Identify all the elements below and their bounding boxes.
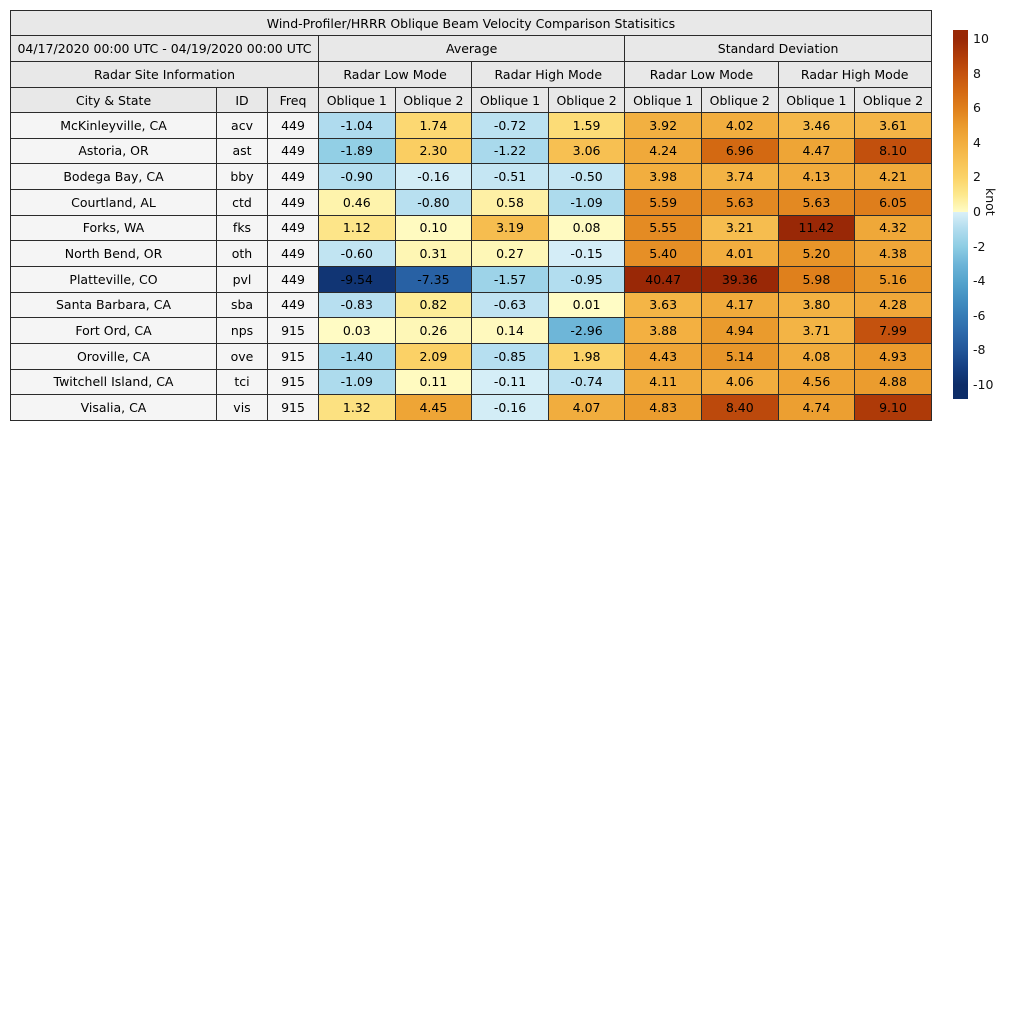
value-cell: -0.95: [548, 266, 625, 292]
group-std-header: Standard Deviation: [625, 36, 931, 62]
colorbar: [953, 30, 1023, 399]
value-cell: 2.30: [395, 138, 472, 164]
table-row: [11, 266, 932, 292]
value-cell: -0.90: [319, 164, 396, 190]
colorbar-tick-label: 8: [973, 65, 981, 81]
value-cell: 4.45: [395, 395, 472, 421]
value-cell: 6.05: [855, 189, 932, 215]
value-cell: 39.36: [701, 266, 778, 292]
value-cell: 4.08: [778, 343, 855, 369]
city-cell: Forks, WA: [11, 215, 217, 241]
value-cell: -0.63: [472, 292, 549, 318]
mode-header-low-avg: Radar Low Mode: [319, 62, 472, 88]
table-row: [11, 215, 932, 241]
city-cell: Astoria, OR: [11, 138, 217, 164]
city-cell: Twitchell Island, CA: [11, 369, 217, 395]
value-cell: -0.16: [395, 164, 472, 190]
value-cell: 5.63: [778, 189, 855, 215]
value-cell: 3.19: [472, 215, 549, 241]
table-row: [11, 395, 932, 421]
value-cell: 3.71: [778, 318, 855, 344]
colorbar-gradient: [953, 30, 968, 399]
freq-cell: 449: [268, 113, 319, 139]
value-cell: 1.12: [319, 215, 396, 241]
value-cell: 1.32: [319, 395, 396, 421]
value-cell: -1.09: [319, 369, 396, 395]
value-cell: -0.50: [548, 164, 625, 190]
value-cell: 6.96: [701, 138, 778, 164]
value-cell: 0.82: [395, 292, 472, 318]
value-cell: -0.15: [548, 241, 625, 267]
column-header-oblique: Oblique 1: [778, 88, 855, 113]
colorbar-tick-label: -2: [973, 238, 986, 254]
value-cell: 3.63: [625, 292, 702, 318]
colorbar-tick-label: -8: [973, 342, 986, 358]
colorbar-tick-label: -6: [973, 307, 986, 323]
value-cell: 8.10: [855, 138, 932, 164]
value-cell: 4.38: [855, 241, 932, 267]
column-header-oblique: Oblique 1: [625, 88, 702, 113]
value-cell: 0.10: [395, 215, 472, 241]
value-cell: 0.26: [395, 318, 472, 344]
site-id-cell: bby: [217, 164, 268, 190]
site-id-cell: oth: [217, 241, 268, 267]
colorbar-tick-label: 6: [973, 100, 981, 116]
value-cell: 40.47: [625, 266, 702, 292]
value-cell: 0.11: [395, 369, 472, 395]
value-cell: 4.83: [625, 395, 702, 421]
value-cell: -2.96: [548, 318, 625, 344]
value-cell: 4.21: [855, 164, 932, 190]
value-cell: -1.04: [319, 113, 396, 139]
value-cell: 3.21: [701, 215, 778, 241]
site-id-cell: acv: [217, 113, 268, 139]
value-cell: -1.09: [548, 189, 625, 215]
value-cell: 8.40: [701, 395, 778, 421]
value-cell: -0.85: [472, 343, 549, 369]
city-cell: Courtland, AL: [11, 189, 217, 215]
site-id-cell: ove: [217, 343, 268, 369]
city-cell: Santa Barbara, CA: [11, 292, 217, 318]
value-cell: 4.24: [625, 138, 702, 164]
title-row: [11, 11, 932, 36]
value-cell: 5.98: [778, 266, 855, 292]
value-cell: 2.09: [395, 343, 472, 369]
column-header-oblique: Oblique 2: [395, 88, 472, 113]
freq-cell: 449: [268, 189, 319, 215]
city-cell: Visalia, CA: [11, 395, 217, 421]
value-cell: 4.56: [778, 369, 855, 395]
freq-cell: 449: [268, 292, 319, 318]
value-cell: 4.06: [701, 369, 778, 395]
value-cell: -0.83: [319, 292, 396, 318]
value-cell: 4.74: [778, 395, 855, 421]
column-header-city: City & State: [11, 88, 217, 113]
statistics-table: [10, 10, 932, 421]
city-cell: North Bend, OR: [11, 241, 217, 267]
value-cell: 0.58: [472, 189, 549, 215]
value-cell: -0.11: [472, 369, 549, 395]
site-id-cell: ctd: [217, 189, 268, 215]
table-row: [11, 164, 932, 190]
group-average-header: Average: [319, 36, 625, 62]
value-cell: 3.80: [778, 292, 855, 318]
freq-cell: 449: [268, 266, 319, 292]
colorbar-tick-label: 2: [973, 169, 981, 185]
freq-cell: 449: [268, 241, 319, 267]
value-cell: -1.57: [472, 266, 549, 292]
mode-header-high-std: Radar High Mode: [778, 62, 931, 88]
value-cell: 4.13: [778, 164, 855, 190]
value-cell: -0.51: [472, 164, 549, 190]
value-cell: 5.59: [625, 189, 702, 215]
value-cell: 0.08: [548, 215, 625, 241]
value-cell: 0.03: [319, 318, 396, 344]
value-cell: 4.93: [855, 343, 932, 369]
value-cell: 1.59: [548, 113, 625, 139]
colorbar-tick-label: 0: [973, 204, 981, 219]
value-cell: 5.40: [625, 241, 702, 267]
table-row: [11, 241, 932, 267]
colorbar-tick-label: -10: [973, 377, 994, 392]
city-cell: Platteville, CO: [11, 266, 217, 292]
table-row: [11, 292, 932, 318]
column-header-row: [11, 88, 932, 113]
freq-cell: 915: [268, 395, 319, 421]
value-cell: 4.43: [625, 343, 702, 369]
value-cell: 5.16: [855, 266, 932, 292]
value-cell: 4.94: [701, 318, 778, 344]
value-cell: 4.17: [701, 292, 778, 318]
table-row: [11, 113, 932, 139]
site-id-cell: tci: [217, 369, 268, 395]
value-cell: 4.02: [701, 113, 778, 139]
value-cell: 3.74: [701, 164, 778, 190]
column-header-oblique: Oblique 2: [548, 88, 625, 113]
value-cell: 9.10: [855, 395, 932, 421]
mode-header-low-std: Radar Low Mode: [625, 62, 778, 88]
value-cell: 3.98: [625, 164, 702, 190]
value-cell: 1.98: [548, 343, 625, 369]
column-header-freq: Freq: [268, 88, 319, 113]
value-cell: 4.01: [701, 241, 778, 267]
value-cell: -1.89: [319, 138, 396, 164]
freq-cell: 915: [268, 318, 319, 344]
site-info-header: Radar Site Information: [11, 62, 319, 88]
value-cell: -0.16: [472, 395, 549, 421]
value-cell: 0.31: [395, 241, 472, 267]
value-cell: 0.01: [548, 292, 625, 318]
column-header-id: ID: [217, 88, 268, 113]
column-header-oblique: Oblique 2: [855, 88, 932, 113]
mode-header-row: [11, 62, 932, 88]
mode-header-high-avg: Radar High Mode: [472, 62, 625, 88]
table-row: [11, 343, 932, 369]
value-cell: 1.74: [395, 113, 472, 139]
site-id-cell: vis: [217, 395, 268, 421]
site-id-cell: pvl: [217, 266, 268, 292]
value-cell: 11.42: [778, 215, 855, 241]
freq-cell: 449: [268, 138, 319, 164]
table-row: [11, 138, 932, 164]
colorbar-tick-label: -4: [973, 273, 986, 289]
freq-cell: 449: [268, 164, 319, 190]
value-cell: -1.40: [319, 343, 396, 369]
value-cell: -0.72: [472, 113, 549, 139]
site-id-cell: nps: [217, 318, 268, 344]
site-id-cell: ast: [217, 138, 268, 164]
value-cell: 0.14: [472, 318, 549, 344]
value-cell: 4.88: [855, 369, 932, 395]
freq-cell: 915: [268, 343, 319, 369]
site-id-cell: sba: [217, 292, 268, 318]
value-cell: 4.07: [548, 395, 625, 421]
table-row: [11, 318, 932, 344]
value-cell: 5.63: [701, 189, 778, 215]
date-range-cell: 04/17/2020 00:00 UTC - 04/19/2020 00:00 UTC: [11, 36, 319, 62]
value-cell: 4.47: [778, 138, 855, 164]
value-cell: 4.32: [855, 215, 932, 241]
value-cell: 4.28: [855, 292, 932, 318]
table-row: [11, 189, 932, 215]
value-cell: 5.55: [625, 215, 702, 241]
group-header-row: [11, 36, 932, 62]
column-header-oblique: Oblique 2: [701, 88, 778, 113]
city-cell: Bodega Bay, CA: [11, 164, 217, 190]
city-cell: Oroville, CA: [11, 343, 217, 369]
site-id-cell: fks: [217, 215, 268, 241]
value-cell: 3.61: [855, 113, 932, 139]
freq-cell: 915: [268, 369, 319, 395]
city-cell: Fort Ord, CA: [11, 318, 217, 344]
colorbar-unit-label: knot: [983, 188, 998, 216]
value-cell: 0.27: [472, 241, 549, 267]
value-cell: 3.92: [625, 113, 702, 139]
value-cell: -0.74: [548, 369, 625, 395]
value-cell: 3.88: [625, 318, 702, 344]
value-cell: 0.46: [319, 189, 396, 215]
value-cell: -1.22: [472, 138, 549, 164]
value-cell: 7.99: [855, 318, 932, 344]
value-cell: -7.35: [395, 266, 472, 292]
value-cell: 4.11: [625, 369, 702, 395]
colorbar-tick-label: 10: [973, 31, 989, 46]
city-cell: McKinleyville, CA: [11, 113, 217, 139]
freq-cell: 449: [268, 215, 319, 241]
value-cell: 5.14: [701, 343, 778, 369]
table-body: [11, 113, 932, 421]
table-row: [11, 369, 932, 395]
value-cell: 5.20: [778, 241, 855, 267]
value-cell: 3.46: [778, 113, 855, 139]
value-cell: 3.06: [548, 138, 625, 164]
value-cell: -0.60: [319, 241, 396, 267]
column-header-oblique: Oblique 1: [319, 88, 396, 113]
column-header-oblique: Oblique 1: [472, 88, 549, 113]
colorbar-tick-label: 4: [973, 134, 981, 150]
value-cell: -0.80: [395, 189, 472, 215]
value-cell: -9.54: [319, 266, 396, 292]
table-title: Wind-Profiler/HRRR Oblique Beam Velocity Comparison Statisitics: [11, 11, 932, 36]
